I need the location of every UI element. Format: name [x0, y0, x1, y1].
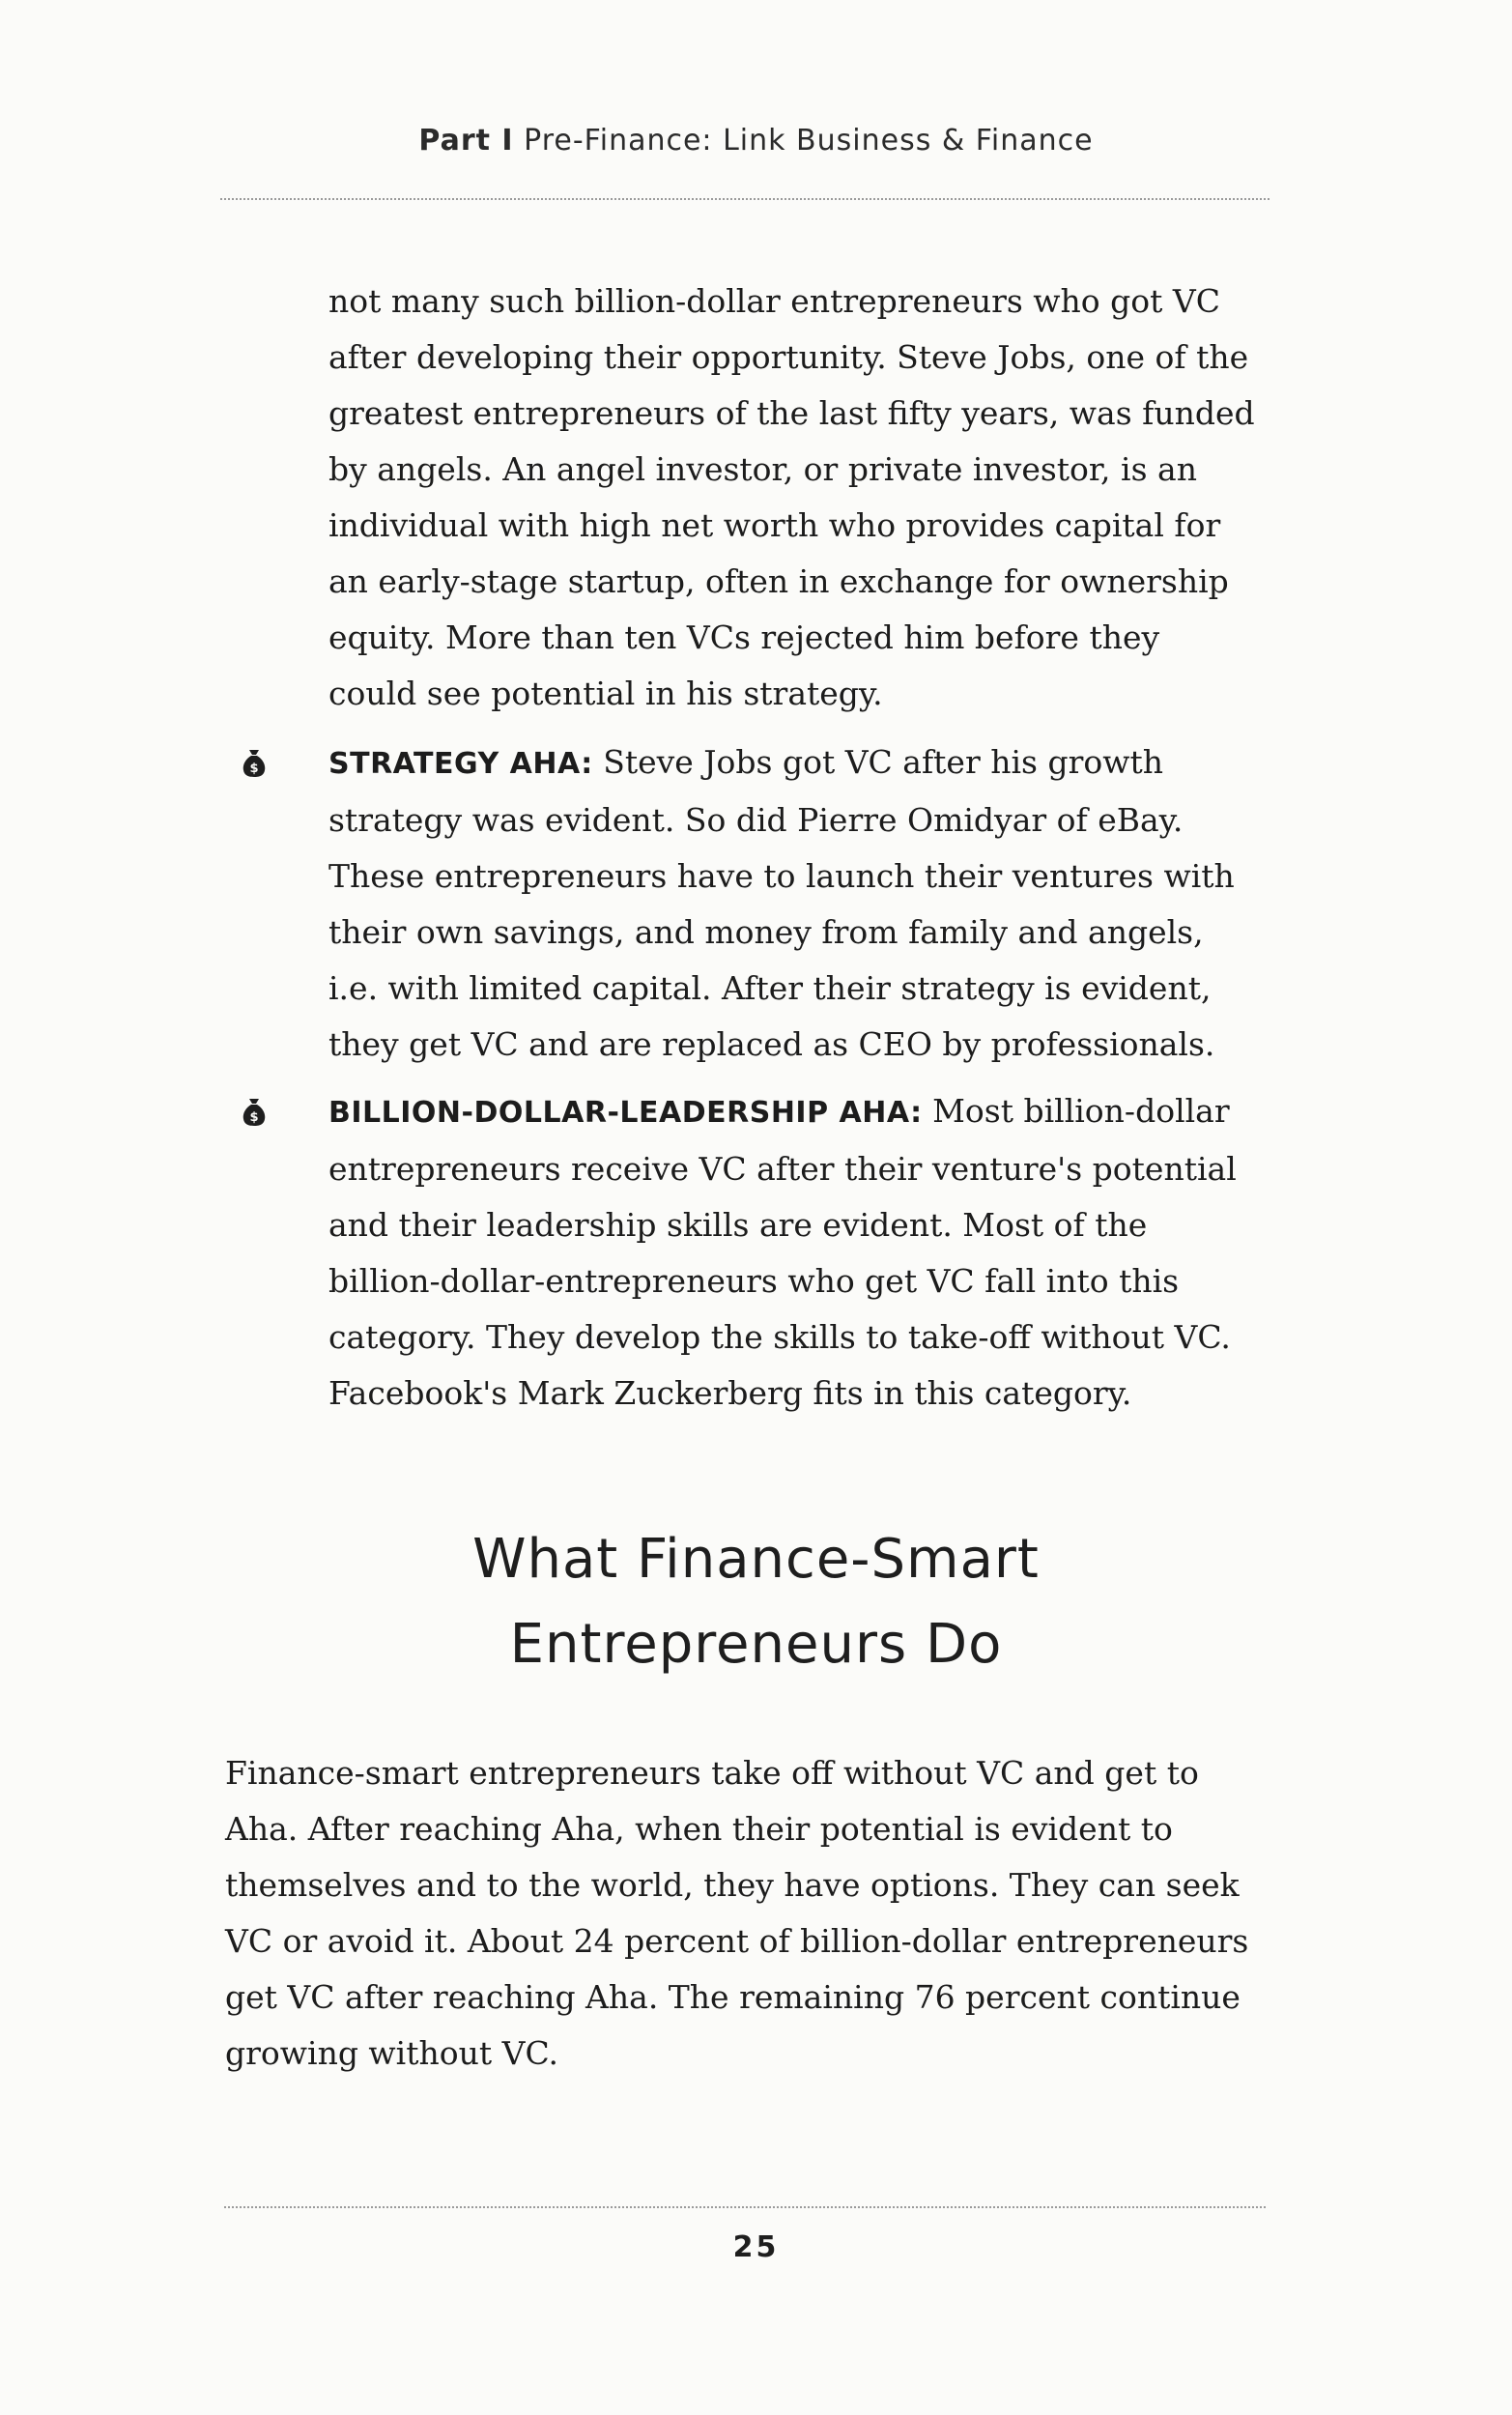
- money-bag-icon: [242, 1098, 266, 1127]
- section-title-line-2: Entrepreneurs Do: [509, 1613, 1003, 1676]
- svg-text:$: $: [249, 1110, 259, 1125]
- chapter-title: Pre-Finance: Link Business & Finance: [524, 124, 1094, 158]
- main-paragraph: Finance-smart entrepreneurs take off without VC and get to Aha. After reaching Aha, when their potential is evident to themselves and to the world, they have options. They can seek VC or avoid it. About 24 percent of billion-dollar entrepreneurs get VC after reaching Aha. The remaining 76 percent continue growing without VC.: [225, 1754, 1249, 2072]
- header-divider: [220, 198, 1270, 200]
- aha-item-strategy: [328, 734, 1256, 1073]
- aha-item-leadership: [328, 1083, 1256, 1422]
- svg-text:$: $: [249, 762, 259, 776]
- aha-label: BILLION-DOLLAR-LEADERSHIP AHA:: [328, 1096, 923, 1130]
- aha-text: Most billion-dollar entrepreneurs receive VC after their venture's potential and their leadership skills are evident. Most of the billion-dollar-entrepreneurs who get VC fall into this category. They develop the skills to take-off without VC. Facebook's Mark Zuckerberg fits in this category.: [328, 1092, 1237, 1412]
- aha-text: Steve Jobs got VC after his growth strategy was evident. So did Pierre Omidyar of eBay. These entrepreneurs have to launch their ventures with their own savings, and money from family and angels, i.e. with limited capital. After their strategy is evident, they get VC and are replaced as CEO by professionals.: [328, 743, 1235, 1063]
- page-number: 25: [732, 2230, 780, 2264]
- aha-label: STRATEGY AHA:: [328, 747, 593, 781]
- section-title: [0, 1517, 1512, 1687]
- section-title-line-1: What Finance-Smart: [472, 1528, 1040, 1591]
- money-bag-icon: [242, 749, 266, 778]
- footer-divider: [224, 2206, 1266, 2208]
- part-label: Part I: [418, 124, 514, 158]
- continued-paragraph: not many such billion-dollar entrepreneurs who got VC after developing their opportunity. Steve Jobs, one of the greatest entrepreneurs of the last fifty years, was funded by angels. An angel investor, or private investor, is an individual with high net worth who provides capital for an early-stage startup, often in exchange for ownership equity. More than ten VCs rejected him before they could see potential in his strategy.: [328, 282, 1255, 712]
- running-header: [0, 124, 1512, 158]
